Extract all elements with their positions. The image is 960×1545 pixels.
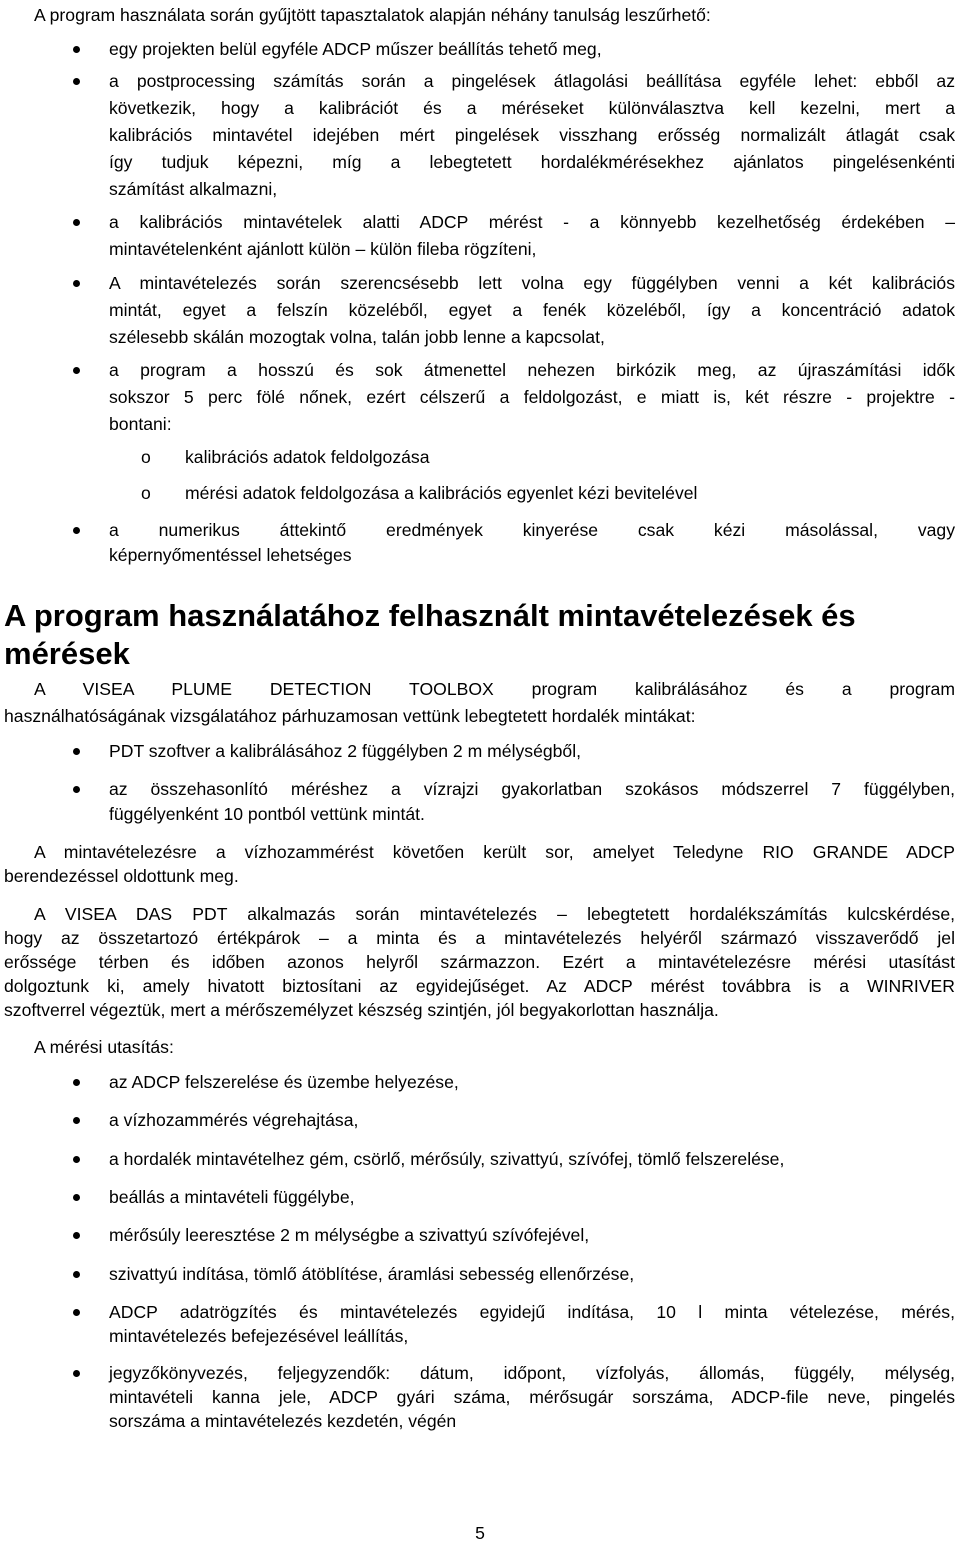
bullet-icon — [73, 1309, 80, 1316]
sub-bullet-marker: o — [141, 447, 151, 467]
instruction-2: a vízhozammérés végrehajtása, — [109, 1110, 359, 1130]
instruction-6: szivattyú indítása, tömlő átöblítése, áramlási sebesség ellenőrzése, — [109, 1264, 635, 1284]
instruction-8-line-3: sorszáma a mintavételezés kezdetén, végén — [109, 1411, 457, 1431]
bullet-icon — [73, 1117, 80, 1124]
lesson-3-line-2: mintavételenként ajánlott külön – külön fileba rögzíteni, — [109, 239, 537, 259]
lesson-6-line-1: a numerikus áttekintő eredmények kinyerése csak kézi másolással, vagy — [109, 520, 955, 540]
bullet-icon — [73, 46, 80, 53]
bullet-icon — [73, 1194, 80, 1201]
sample-2-line-1: az összehasonlító méréshez a vízrajzi gyakorlatban szokásos módszerrel 7 függélyben, — [109, 779, 955, 799]
bullet-icon — [73, 1370, 80, 1377]
bullet-icon — [73, 1079, 80, 1086]
section-heading-line-2: mérések — [4, 636, 130, 671]
intro-text: A program használata során gyűjtött tapasztalatok alapján néhány tanulság leszűrhető: — [34, 5, 711, 25]
lesson-2-line-4: így tudjuk képezni, míg a lebegtetett hordalékmérésekhez ajánlatos pingelésenkénti — [109, 152, 955, 172]
sub-bullet-marker: o — [141, 483, 151, 503]
page-number: 5 — [475, 1523, 485, 1543]
bullet-icon — [73, 748, 80, 755]
bullet-icon — [73, 1156, 80, 1163]
bullet-icon — [73, 78, 80, 85]
section-heading — [4, 597, 954, 673]
lesson-4-line-3: szélesebb skálán mozogtak volna, talán jobb lenne a kapcsolat, — [109, 327, 605, 347]
sub-item-1: kalibrációs adatok feldolgozása — [185, 447, 430, 467]
para2-line-1: A mintavételezésre a vízhozammérést követően került sor, amelyet Teledyne RIO GRANDE ADCP — [34, 842, 955, 862]
lesson-5-line-2: sokszor 5 perc fölé nőnek, ezért célszerű a feldolgozást, e miatt is, két részre - projektre - — [109, 387, 955, 407]
para3-line-4: dolgoztunk ki, amely hivatott biztosítani az egyidejűséget. Az ADCP mérést továbbra is a WINRIVER — [4, 976, 955, 996]
lesson-2-line-2: következik, hogy a kalibrációt és a méréseket különválasztva kell kezelni, mert a — [109, 98, 955, 118]
bullet-icon — [73, 367, 80, 374]
para3-line-3: erőssége térben és időben azonos helyről származzon. Ezért a mintavételezésre mérési utasítást — [4, 952, 955, 972]
para1-line-2: használhatóságának vizsgálatához párhuzamosan vettünk lebegtetett hordalék mintákat: — [4, 706, 696, 726]
lesson-5-line-3: bontani: — [109, 414, 172, 434]
lesson-6-line-2: képernyőmentéssel lehetséges — [109, 545, 352, 565]
bullet-icon — [73, 1271, 80, 1278]
para1-line-1: A VISEA PLUME DETECTION TOOLBOX program kalibrálásához és a program — [34, 679, 955, 699]
bullet-icon — [73, 280, 80, 287]
para2-line-2: berendezéssel oldottunk meg. — [4, 866, 239, 886]
instruction-8-line-1: jegyzőkönyvezés, feljegyzendők: dátum, időpont, vízfolyás, állomás, függély, mélység, — [109, 1363, 955, 1383]
sample-2-line-2: függélyenként 10 pontból vettünk mintát. — [109, 804, 425, 824]
sample-1: PDT szoftver a kalibrálásához 2 függélyben 2 m mélységből, — [109, 741, 582, 761]
lesson-2-line-3: kalibrációs mintavétel idejében mért pingelések visszhang erősség normalizált átlagát csak — [109, 125, 955, 145]
instruction-1: az ADCP felszerelése és üzembe helyezése, — [109, 1072, 459, 1092]
lesson-3-line-1: a kalibrációs mintavételek alatti ADCP mérést - a könnyebb kezelhetőség érdekében – — [109, 212, 955, 232]
para3-line-1: A VISEA DAS PDT alkalmazás során mintavételezés – lebegtetett hordalékszámítás kulcskérdése, — [34, 904, 955, 924]
lesson-4-line-2: mintát, egyet a felszín közeléből, egyet a fenék közeléből, így a koncentráció adatok — [109, 300, 955, 320]
para3-line-5: szoftverrel végeztük, mert a mérőszemélyzet készség szintjén, jól begyakorlottan használja. — [4, 1000, 719, 1020]
instruction-7-line-1: ADCP adatrögzítés és mintavételezés egyidejű indítása, 10 l minta vételezése, mérés, — [109, 1302, 955, 1322]
bullet-icon — [73, 786, 80, 793]
sub-item-2: mérési adatok feldolgozása a kalibrációs egyenlet kézi bevitelével — [185, 483, 698, 503]
lesson-2-line-5: számítást alkalmazni, — [109, 179, 278, 199]
instructions-label: A mérési utasítás: — [34, 1037, 174, 1057]
instruction-7-line-2: mintavételezés befejezésével leállítás, — [109, 1326, 409, 1346]
lesson-2-line-1: a postprocessing számítás során a pingelések átlagolási beállítása egyféle lehet: ebből az — [109, 71, 955, 91]
para3-line-2: hogy az összetartozó értékpárok – a minta és a mintavételezés helyéről származó visszaverődő jel — [4, 928, 955, 948]
instruction-8-line-2: mintavételi kanna jele, ADCP gyári száma, mérősugár sorszáma, ADCP-file neve, pingelés — [109, 1387, 955, 1407]
bullet-icon — [73, 219, 80, 226]
instruction-4: beállás a mintavételi függélybe, — [109, 1187, 355, 1207]
section-heading-line-1: A program használatához felhasznált mintavételezések és — [4, 598, 856, 633]
lesson-4-line-1: A mintavételezés során szerencsésebb lett volna egy függélyben venni a két kalibrációs — [109, 273, 955, 293]
bullet-icon — [73, 527, 80, 534]
lesson-1-line-1: egy projekten belül egyféle ADCP műszer beállítás tehető meg, — [109, 39, 602, 59]
instruction-5: mérősúly leeresztése 2 m mélységbe a szivattyú szívófejével, — [109, 1225, 590, 1245]
lesson-5-line-1: a program a hosszú és sok átmenettel nehezen birkózik meg, az újraszámítási idők — [109, 360, 955, 380]
bullet-icon — [73, 1232, 80, 1239]
instruction-3: a hordalék mintavételhez gém, csörlő, mérősúly, szivattyú, szívófej, tömlő felszerelése, — [109, 1149, 785, 1169]
